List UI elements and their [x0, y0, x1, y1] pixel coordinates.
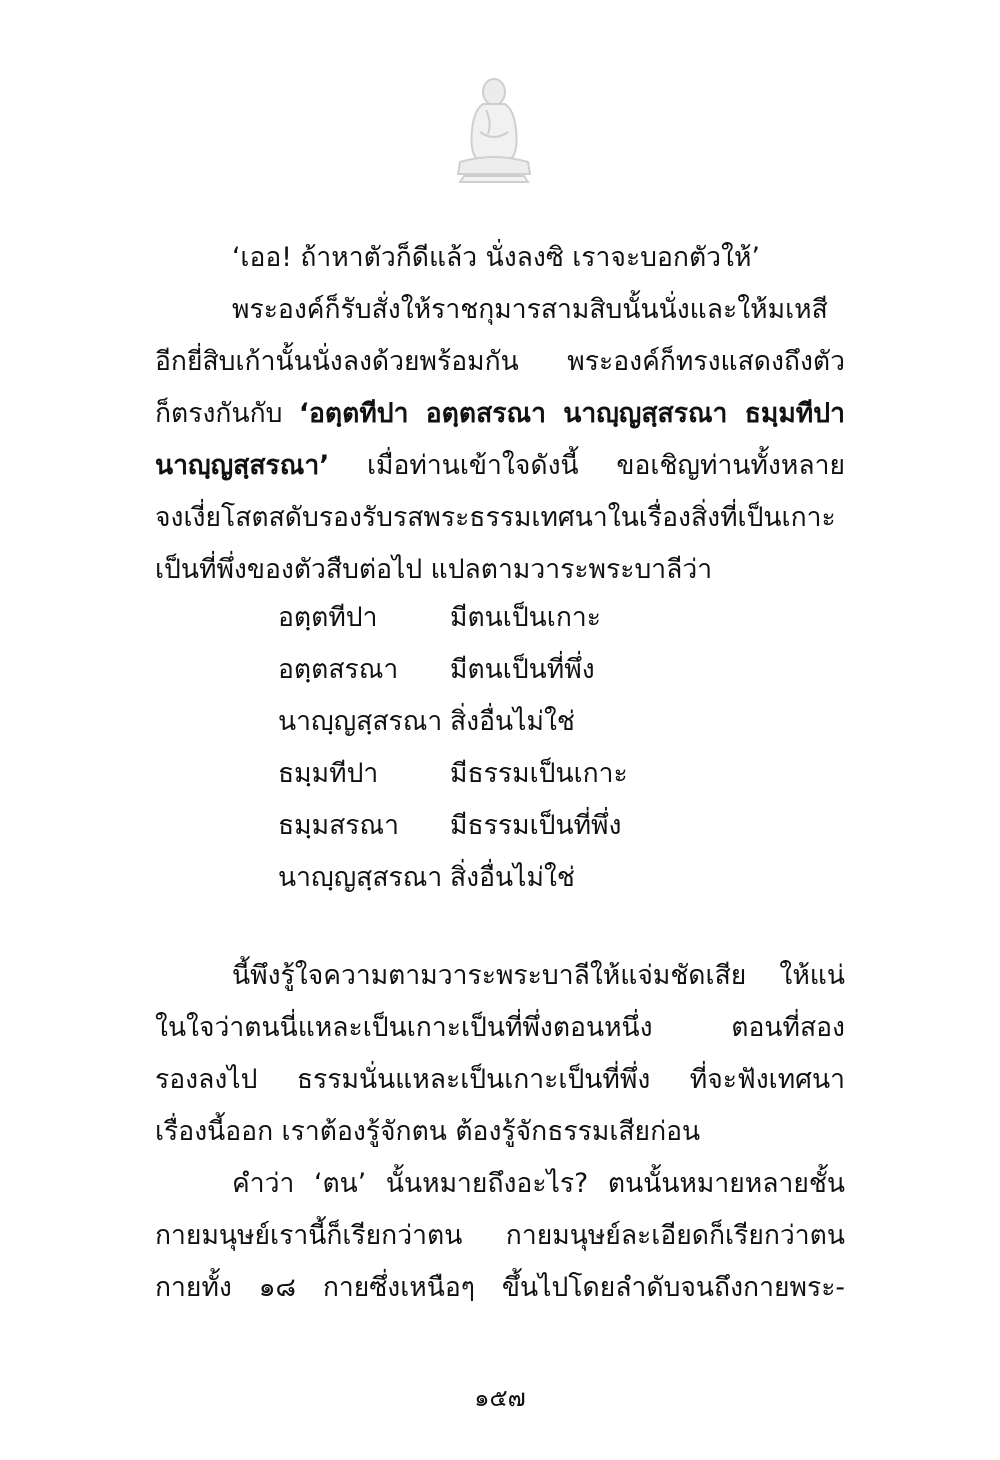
paragraph2-line4-rest: เมื่อท่านเข้าใจดังนี้ ขอเชิญท่านทั้งหลาย	[329, 450, 845, 481]
paragraph4-line2: กายมนุษย์เรานี้ก็เรียกว่าตน กายมนุษย์ละเอียดก็เรียกว่าตน	[155, 1220, 845, 1251]
paragraph2-line3	[155, 394, 845, 434]
paragraph2-line5: จงเงี่ยโสตสดับรองรับรสพระธรรมเทศนาในเรื่องสิ่งที่เป็นเกาะ	[155, 502, 836, 533]
pali-term: ธมฺมทีปา	[278, 758, 379, 789]
pali-quote-part1: ‘อตฺตทีปา อตฺตสรณา นาญฺญสฺสรณา ธมฺมทีปา	[298, 398, 845, 429]
pali-term: นาญฺญสฺสรณา	[278, 862, 443, 893]
pali-term: นาญฺญสฺสรณา	[278, 706, 443, 737]
thai-meaning: มีตนเป็นเกาะ	[450, 602, 602, 633]
paragraph2-line6: เป็นที่พึ่งของตัวสืบต่อไป แปลตามวาระพระบาลีว่า	[155, 554, 713, 585]
thai-meaning: มีธรรมเป็นที่พึ่ง	[450, 810, 622, 841]
paragraph2-line3-prefix: ก็ตรงกันกับ	[155, 398, 299, 429]
page-number: ๑๕๗	[474, 1384, 526, 1412]
paragraph2-line2: อีกยี่สิบเก้านั้นนั่งลงด้วยพร้อมกัน พระองค์ก็ทรงแสดงถึงตัว	[155, 346, 845, 377]
paragraph1-line1: ‘เออ! ถ้าหาตัวก็ดีแล้ว นั่งลงซิ เราจะบอกตัวให้’	[232, 242, 760, 273]
paragraph3-line2: ในใจว่าตนนี่แหละเป็นเกาะเป็นที่พึ่งตอนหนึ่ง ตอนที่สอง	[155, 1012, 845, 1043]
paragraph3-line4: เรื่องนี้ออก เราต้องรู้จักตน ต้องรู้จักธรรมเสียก่อน	[155, 1116, 701, 1147]
pali-term: ธมฺมสรณา	[278, 810, 399, 841]
paragraph4-line3: กายทั้ง ๑๘ กายซึ่งเหนือๆ ขึ้นไปโดยลำดับจนถึงกายพระ-	[155, 1272, 845, 1303]
pali-term: อตฺตสรณา	[278, 654, 399, 685]
paragraph2-line4	[155, 446, 845, 486]
seated-monk-emblem-icon	[452, 70, 536, 184]
thai-meaning: มีธรรมเป็นเกาะ	[450, 758, 628, 789]
pali-quote-part2: นาญฺญสฺสรณา’	[155, 450, 330, 481]
paragraph4-line1: คำว่า ‘ตน’ นั้นหมายถึงอะไร? ตนนั้นหมายหลายชั้น	[232, 1168, 845, 1199]
thai-meaning: สิ่งอื่นไม่ใช่	[450, 706, 575, 737]
paragraph3-line3: รองลงไป ธรรมนั่นแหละเป็นเกาะเป็นที่พึ่ง ที่จะฟังเทศนา	[155, 1064, 845, 1095]
paragraph2-line1: พระองค์ก็รับสั่งให้ราชกุมารสามสิบนั้นนั่งและให้มเหสี	[232, 294, 828, 325]
thai-meaning: มีตนเป็นที่พึ่ง	[450, 654, 595, 685]
thai-meaning: สิ่งอื่นไม่ใช่	[450, 862, 575, 893]
pali-term: อตฺตทีปา	[278, 602, 378, 633]
paragraph3-line1: นี้พึงรู้ใจความตามวาระพระบาลีให้แจ่มชัดเสีย ให้แน่	[232, 960, 845, 991]
